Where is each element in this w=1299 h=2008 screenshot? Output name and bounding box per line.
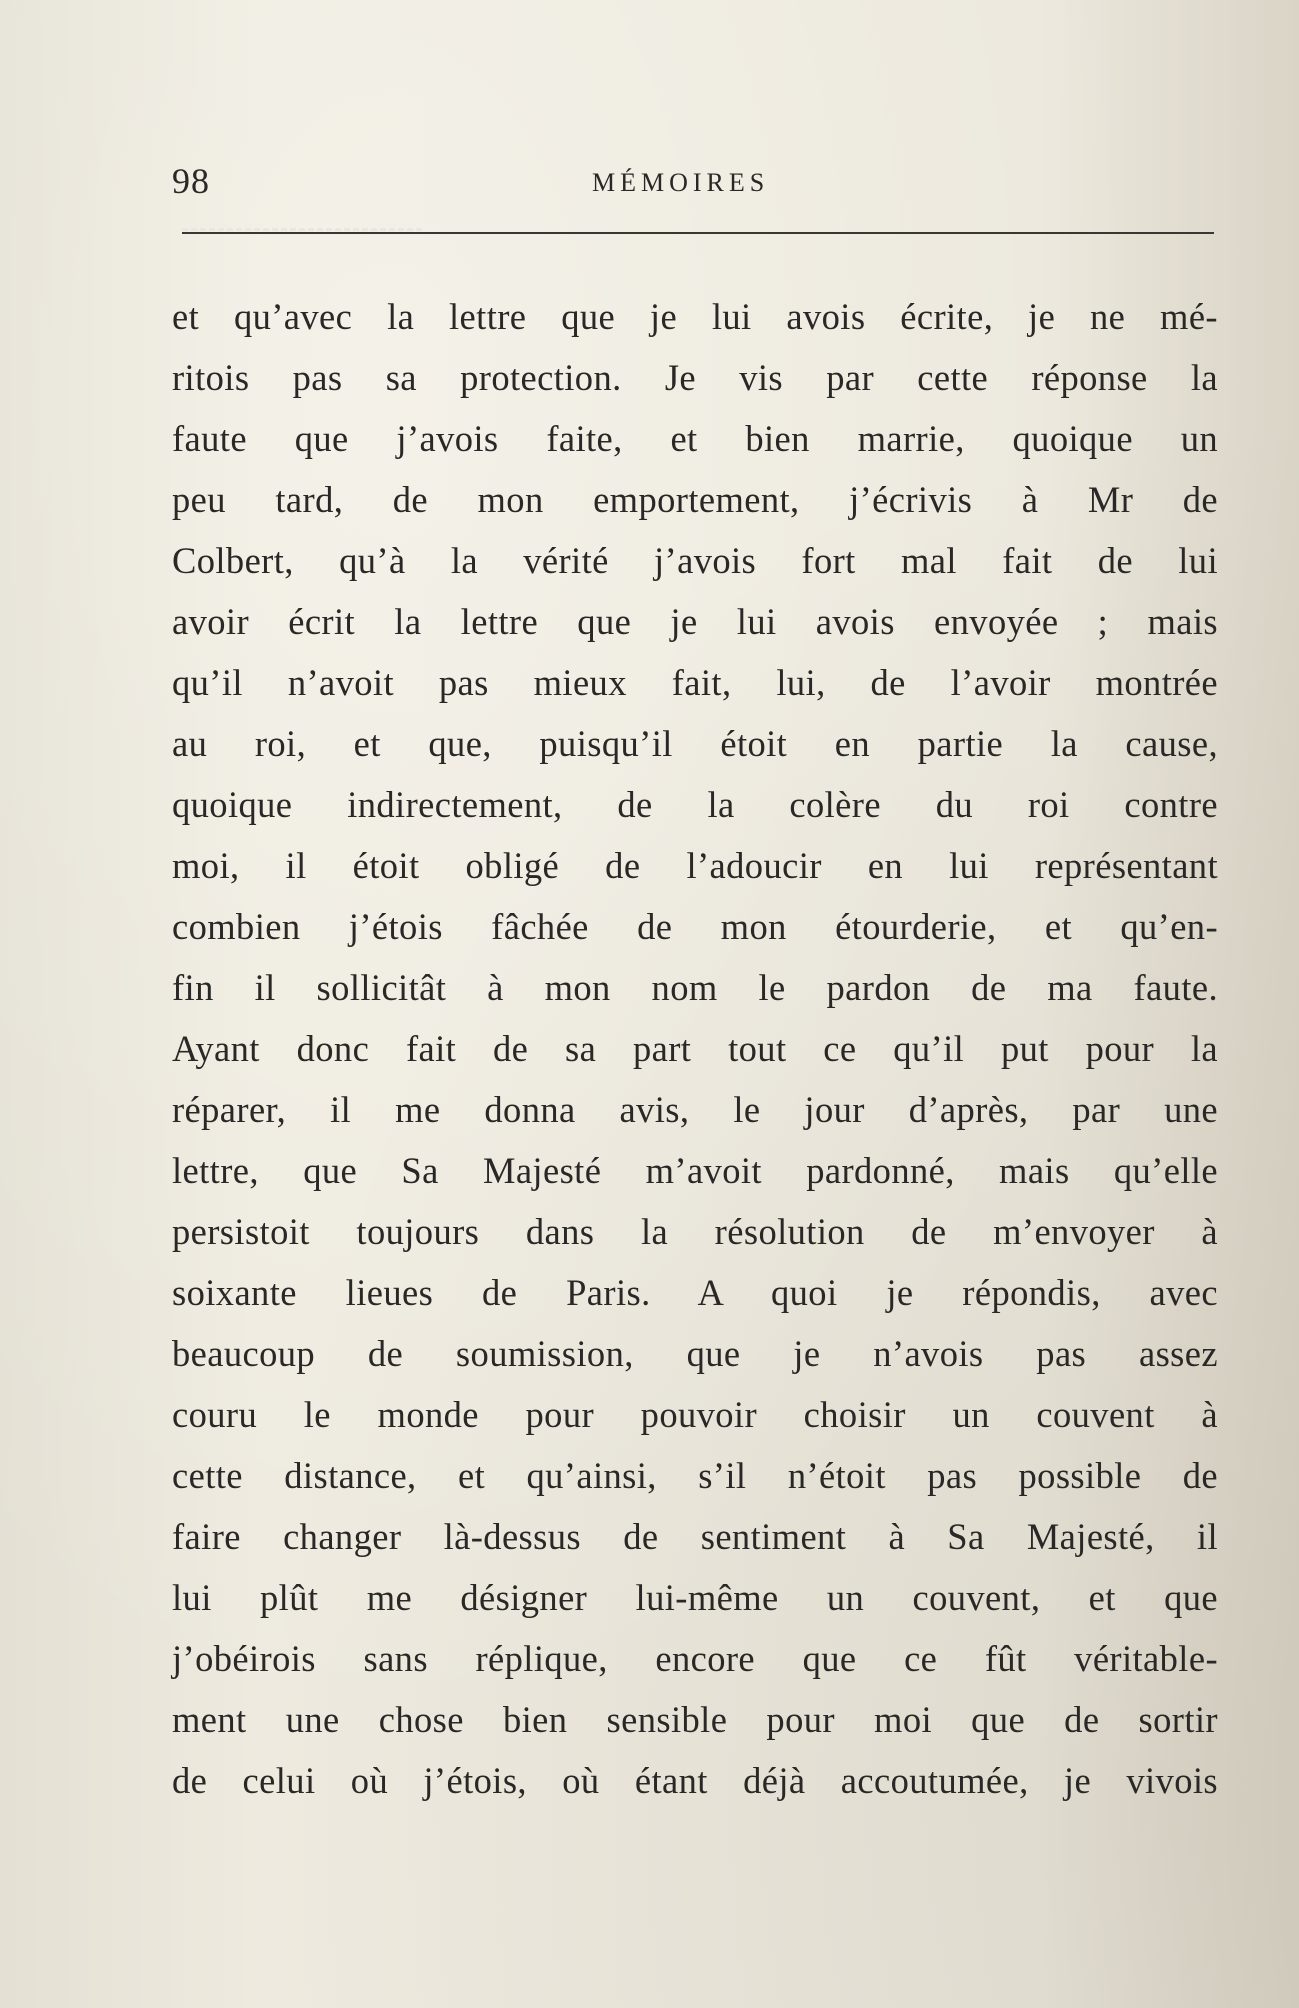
- text-line: quoique indirectement, de la colère du roi contre: [172, 784, 1218, 825]
- header-rule-break: [182, 228, 422, 231]
- text-line: peu tard, de mon emportement, j’écrivis à Mr de: [172, 479, 1218, 520]
- text-line: couru le monde pour pouvoir choisir un couvent à: [172, 1394, 1218, 1435]
- page-header: [172, 160, 1216, 220]
- text-line: lui plût me désigner lui-même un couvent, et que: [172, 1577, 1218, 1618]
- text-line: soixante lieues de Paris. A quoi je répondis, avec: [172, 1272, 1218, 1313]
- text-line: Colbert, qu’à la vérité j’avois fort mal fait de lui: [172, 540, 1218, 581]
- text-line: avoir écrit la lettre que je lui avois envoyée ; mais: [172, 601, 1218, 642]
- text-line: moi, il étoit obligé de l’adoucir en lui représentant: [172, 845, 1218, 886]
- text-line: lettre, que Sa Majesté m’avoit pardonné, mais qu’elle: [172, 1150, 1218, 1191]
- text-line: ment une chose bien sensible pour moi que de sortir: [172, 1699, 1218, 1740]
- text-line: au roi, et que, puisqu’il étoit en partie la cause,: [172, 723, 1218, 764]
- text-line: beaucoup de soumission, que je n’avois pas assez: [172, 1333, 1218, 1374]
- text-line: combien j’étois fâchée de mon étourderie, et qu’en-: [172, 906, 1218, 947]
- header-rule: [182, 232, 1214, 234]
- text-line: fin il sollicitât à mon nom le pardon de ma faute.: [172, 967, 1218, 1008]
- text-line: faute que j’avois faite, et bien marrie, quoique un: [172, 418, 1218, 459]
- text-line: de celui où j’étois, où étant déjà accoutumée, je vivois: [172, 1760, 1218, 1801]
- text-line: j’obéirois sans réplique, encore que ce fût véritable-: [172, 1638, 1218, 1679]
- text-line: persistoit toujours dans la résolution de m’envoyer à: [172, 1211, 1218, 1252]
- text-line: Ayant donc fait de sa part tout ce qu’il put pour la: [172, 1028, 1218, 1069]
- text-line: faire changer là-dessus de sentiment à Sa Majesté, il: [172, 1516, 1218, 1557]
- text-line: réparer, il me donna avis, le jour d’après, par une: [172, 1089, 1218, 1130]
- text-line: ritois pas sa protection. Je vis par cette réponse la: [172, 357, 1218, 398]
- text-line: et qu’avec la lettre que je lui avois écrite, je ne mé-: [172, 296, 1218, 337]
- page-number: 98: [172, 161, 210, 201]
- text-line: cette distance, et qu’ainsi, s’il n’étoit pas possible de: [172, 1455, 1218, 1496]
- text-line: qu’il n’avoit pas mieux fait, lui, de l’avoir montrée: [172, 662, 1218, 703]
- running-title: MÉMOIRES: [592, 168, 770, 197]
- body-text: [172, 286, 1218, 1811]
